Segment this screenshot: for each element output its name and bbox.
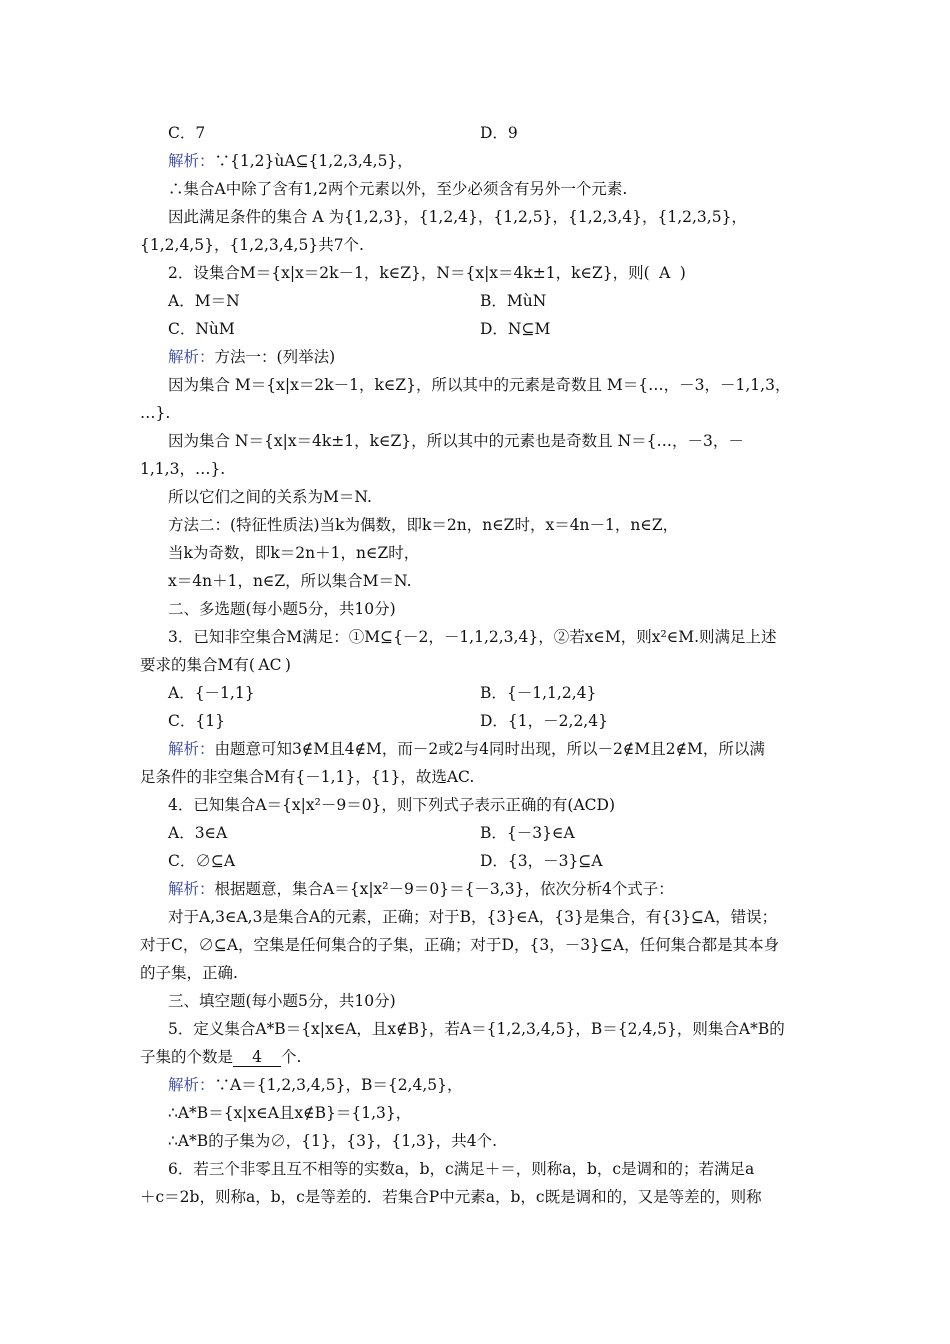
- section-heading: 二、多选题(每小题5分，共10分): [168, 600, 396, 618]
- solution-text: ∵{1,2}ùA⊆{1,2,3,4,5}，: [214, 152, 413, 170]
- text-line: 1,1,3，…}.: [140, 460, 226, 478]
- option-b: B．{－1,1,2,4}: [480, 684, 597, 702]
- option-b: B．{－3}∈A: [480, 824, 575, 842]
- solution-text: ∵A＝{1,2,3,4,5}，B＝{2,4,5}，: [214, 1076, 463, 1094]
- option-d: D．{1，－2,2,4}: [480, 712, 608, 730]
- question-line: [140, 655, 820, 675]
- solution-label: 解析：: [168, 740, 215, 758]
- text-line: ∴集合A中除了含有1,2两个元素以外，至少必须含有另外一个元素.: [168, 180, 628, 198]
- solution-line: [168, 151, 820, 171]
- option-d: D．N⊆M: [480, 320, 551, 338]
- question-close: 个.: [281, 1048, 302, 1066]
- question-5: 5．定义集合A*B＝{x|x∈A，且x∉B}，若A＝{1,2,3,4,5}，B＝{2,4,5}，则集合A*B的: [168, 1020, 785, 1038]
- text-line: 因此满足条件的集合 A 为{1,2,3}，{1,2,4}，{1,2,5}，{1,2,3,4}，{1,2,3,5}，: [168, 208, 747, 226]
- text-line: …}.: [140, 404, 171, 422]
- text-line: 因为集合 N＝{x|x＝4k±1，k∈Z}，所以其中的元素也是奇数且 N＝{…，－3，－: [168, 432, 744, 450]
- text-line: 对于C，∅⊆A，空集是任何集合的子集，正确；对于D，{3，－3}⊆A，任何集合都是其本身: [140, 936, 780, 954]
- option-c: C．7: [168, 124, 206, 142]
- question-line: [140, 1047, 820, 1067]
- question-6: 6．若三个非零且互不相等的实数a，b，c满足＋＝，则称a，b，c是调和的；若满足a: [168, 1160, 755, 1178]
- solution-line: [168, 1075, 820, 1095]
- solution-line: [168, 347, 820, 367]
- text-line: 对于A,3∈A,3是集合A的元素，正确；对于B，{3}∈A，{3}是集合，有{3}⊆A，错误；: [168, 908, 778, 926]
- option-b: B．MùN: [480, 292, 547, 310]
- solution-text: 方法一：(列举法): [214, 348, 336, 366]
- solution-label: 解析：: [168, 348, 215, 366]
- text-line: x＝4n＋1，n∈Z，所以集合M＝N.: [168, 572, 412, 590]
- solution-label: 解析：: [168, 1076, 215, 1094]
- text-line: ＋c＝2b，则称a，b，c是等差的．若集合P中元素a，b，c既是调和的，又是等差的，则称: [140, 1188, 762, 1206]
- text-line: {1,2,4,5}，{1,2,3,4,5}共7个.: [140, 236, 364, 254]
- answer: ACD: [573, 796, 609, 814]
- option-a: A．{－1,1}: [168, 684, 255, 702]
- section-heading: 三、填空题(每小题5分，共10分): [168, 992, 396, 1010]
- question-close: ): [679, 264, 686, 282]
- text-line: ∴A*B的子集为∅，{1}，{3}，{1,3}，共4个.: [168, 1132, 498, 1150]
- question-text: 要求的集合M有(: [140, 656, 255, 674]
- option-d: D．9: [480, 124, 518, 142]
- option-a: A．M＝N: [168, 292, 240, 310]
- answer: AC: [258, 656, 282, 674]
- question-close: ): [608, 796, 616, 814]
- question-close: ): [284, 656, 291, 674]
- question-3: 3．已知非空集合M满足：①M⊆{－2，－1,1,2,3,4}，②若x∈M，则x²∈M.则满足上述: [168, 628, 777, 646]
- solution-label: 解析：: [168, 152, 215, 170]
- text-line: 所以它们之间的关系为M＝N.: [168, 488, 372, 506]
- text-line: ∴A*B＝{x|x∈A且x∉B}＝{1,3}，: [168, 1104, 412, 1122]
- solution-line: [168, 739, 820, 759]
- option-d: D．{3，－3}⊆A: [480, 852, 603, 870]
- text-line: 的子集，正确.: [140, 964, 238, 982]
- text-line: 因为集合 M＝{x|x＝2k－1，k∈Z}，所以其中的元素是奇数且 M＝{…，－3，－1,1,3，: [168, 376, 791, 394]
- text-line: 足条件的非空集合M有{－1,1}，{1}，故选AC.: [140, 768, 475, 786]
- text-line: 当k为奇数，即k＝2n＋1，n∈Z时，: [168, 544, 420, 562]
- option-a: A．3∈A: [168, 824, 228, 842]
- option-c: C．{1}: [168, 712, 225, 730]
- question-2: [168, 263, 820, 283]
- solution-text: 由题意可知3∉M且4∉M，而－2或2与4同时出现，所以－2∉M且2∉M，所以满: [214, 740, 765, 758]
- answer-blank: 4: [233, 1049, 281, 1067]
- question-text: 4．已知集合A＝{x|x²－9＝0}，则下列式子表示正确的有(: [168, 796, 574, 814]
- option-c: C．∅⊆A: [168, 852, 236, 870]
- solution-label: 解析：: [168, 880, 215, 898]
- option-c: C．NùM: [168, 320, 235, 338]
- solution-line: [168, 879, 820, 899]
- solution-text: 根据题意，集合A＝{x|x²－9＝0}＝{－3,3}，依次分析4个式子：: [214, 880, 674, 898]
- question-4: [168, 795, 820, 815]
- question-text: 子集的个数是: [140, 1048, 234, 1066]
- answer: A: [659, 264, 671, 282]
- text-line: 方法二：(特征性质法)当k为偶数，即k＝2n，n∈Z时，x＝4n－1，n∈Z，: [168, 516, 679, 534]
- question-text: 2．设集合M＝{x|x＝2k－1，k∈Z}，N＝{x|x＝4k±1，k∈Z}，则(: [168, 264, 650, 282]
